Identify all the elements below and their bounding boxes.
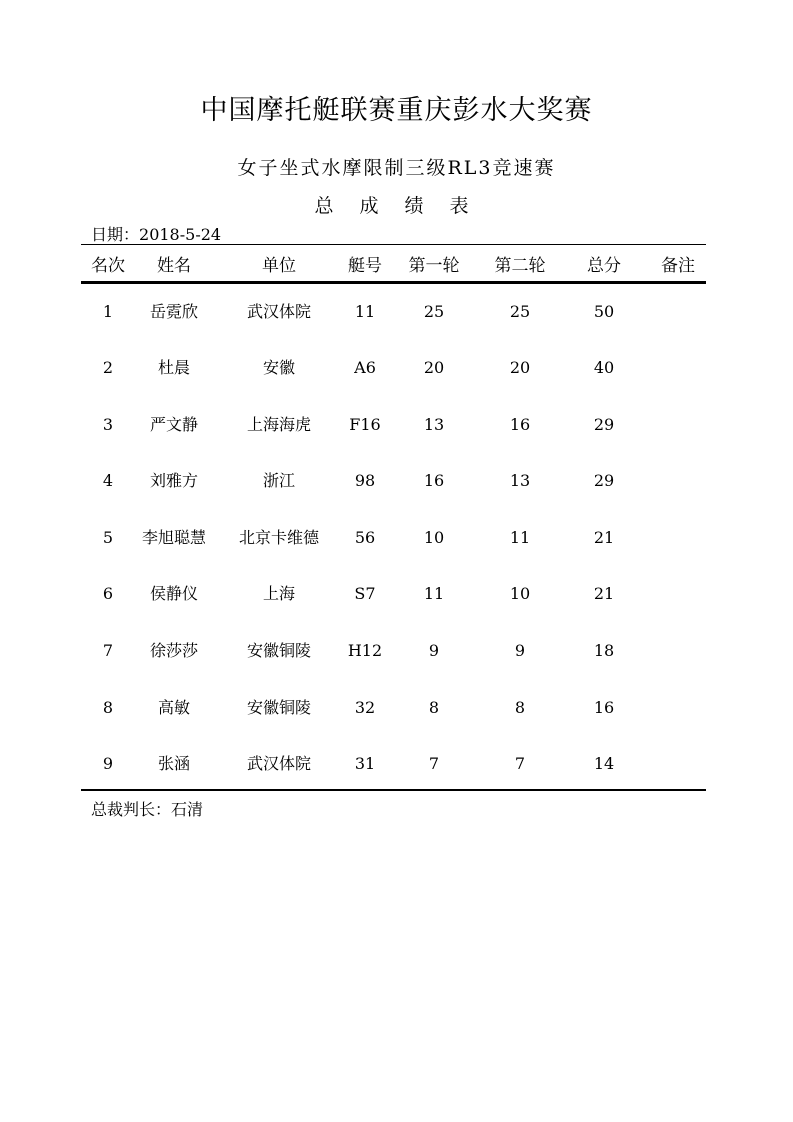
rank-cell: 6 — [102, 584, 114, 603]
round-two-cell: 25 — [509, 302, 531, 321]
name-cell: 徐莎莎 — [149, 641, 199, 660]
name-cell: 严文静 — [149, 415, 199, 434]
boat-number-cell: F16 — [349, 415, 381, 434]
round-one-cell: 10 — [423, 528, 445, 547]
table-bottom-rule — [81, 789, 706, 791]
rank-cell: 9 — [102, 754, 114, 773]
boat-number-cell: A6 — [354, 358, 376, 377]
rank-cell: 4 — [102, 471, 114, 490]
header-round-one: 第一轮 — [408, 256, 460, 276]
round-one-cell: 7 — [428, 754, 440, 773]
unit-cell: 北京卡维德 — [238, 528, 320, 547]
boat-number-cell: 56 — [354, 528, 376, 547]
total-cell: 14 — [593, 754, 615, 773]
table-row — [0, 752, 793, 776]
unit-cell: 上海 — [262, 584, 296, 603]
name-cell: 侯静仪 — [149, 584, 199, 603]
total-cell: 21 — [593, 528, 615, 547]
boat-number-cell: 32 — [354, 698, 376, 717]
total-cell: 16 — [593, 698, 615, 717]
table-header-rule — [81, 281, 706, 284]
table-row — [0, 356, 793, 380]
rank-cell: 8 — [102, 698, 114, 717]
name-cell: 杜晨 — [157, 358, 191, 377]
date-value: 2018-5-24 — [139, 225, 222, 244]
round-one-cell: 20 — [423, 358, 445, 377]
unit-cell: 安徽 — [262, 358, 296, 377]
rank-cell: 5 — [102, 528, 114, 547]
table-top-rule — [81, 244, 706, 245]
header-unit: 单位 — [262, 256, 296, 276]
round-one-cell: 13 — [423, 415, 445, 434]
round-two-cell: 20 — [509, 358, 531, 377]
name-cell: 岳霓欣 — [149, 302, 199, 321]
date-label: 日期： — [91, 225, 140, 244]
boat-number-cell: 31 — [354, 754, 376, 773]
table-row — [0, 582, 793, 606]
name-cell: 刘雅方 — [149, 471, 199, 490]
name-cell: 张涵 — [157, 754, 191, 773]
round-two-cell: 7 — [514, 754, 526, 773]
table-caption: 总 成 绩 表 — [314, 195, 479, 217]
table-header-row — [0, 254, 793, 278]
header-remarks: 备注 — [661, 256, 695, 276]
unit-cell: 上海海虎 — [246, 415, 312, 434]
total-cell: 29 — [593, 415, 615, 434]
rank-cell: 1 — [102, 302, 114, 321]
header-rank: 名次 — [91, 256, 125, 276]
table-row — [0, 526, 793, 550]
round-one-cell: 8 — [428, 698, 440, 717]
header-boat-number: 艇号 — [348, 256, 382, 276]
table-row — [0, 413, 793, 437]
total-cell: 50 — [593, 302, 615, 321]
unit-cell: 安徽铜陵 — [246, 641, 312, 660]
header-round-two: 第二轮 — [494, 256, 546, 276]
round-two-cell: 11 — [509, 528, 531, 547]
round-two-cell: 13 — [509, 471, 531, 490]
table-row — [0, 469, 793, 493]
rank-cell: 3 — [102, 415, 114, 434]
round-one-cell: 25 — [423, 302, 445, 321]
date-line — [91, 225, 221, 245]
round-two-cell: 10 — [509, 584, 531, 603]
table-row — [0, 639, 793, 663]
unit-cell: 安徽铜陵 — [246, 698, 312, 717]
boat-number-cell: H12 — [347, 641, 383, 660]
document-title: 中国摩托艇联赛重庆彭水大奖赛 — [200, 95, 593, 126]
round-one-cell: 9 — [428, 641, 440, 660]
unit-cell: 武汉体院 — [246, 754, 312, 773]
boat-number-cell: 98 — [354, 471, 376, 490]
name-cell: 李旭聪慧 — [141, 528, 207, 547]
name-cell: 高敏 — [157, 698, 191, 717]
total-cell: 29 — [593, 471, 615, 490]
chief-referee-signature: 总裁判长：石清 — [91, 800, 204, 819]
header-total: 总分 — [587, 256, 621, 276]
unit-cell: 浙江 — [262, 471, 296, 490]
round-two-cell: 9 — [514, 641, 526, 660]
table-row — [0, 300, 793, 324]
total-cell: 18 — [593, 641, 615, 660]
boat-number-cell: S7 — [354, 584, 376, 603]
boat-number-cell: 11 — [354, 302, 376, 321]
total-cell: 40 — [593, 358, 615, 377]
round-one-cell: 16 — [423, 471, 445, 490]
round-two-cell: 8 — [514, 698, 526, 717]
total-cell: 21 — [593, 584, 615, 603]
unit-cell: 武汉体院 — [246, 302, 312, 321]
header-name: 姓名 — [157, 256, 191, 276]
event-subtitle: 女子坐式水摩限制三级RL3竞速赛 — [237, 157, 556, 179]
round-two-cell: 16 — [509, 415, 531, 434]
rank-cell: 2 — [102, 358, 114, 377]
round-one-cell: 11 — [423, 584, 445, 603]
table-row — [0, 696, 793, 720]
rank-cell: 7 — [102, 641, 114, 660]
